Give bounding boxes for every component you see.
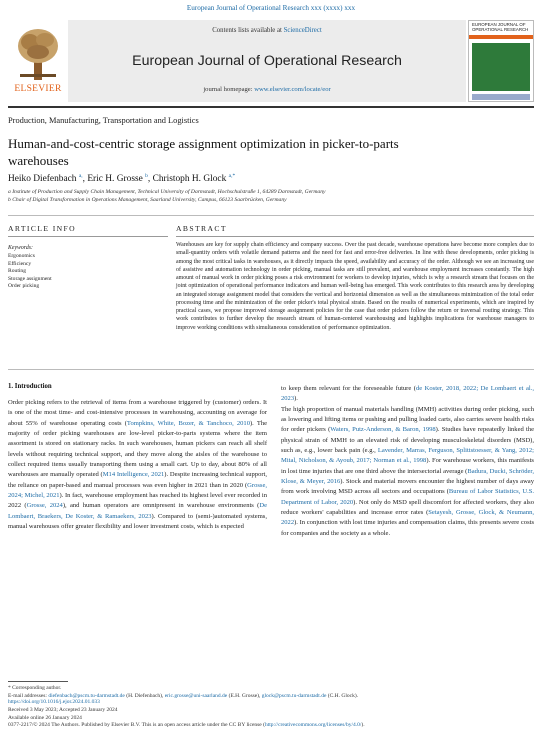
citation-link[interactable]: Waters, Putz-Anderson, & Baron, 1998 [330, 426, 436, 434]
article-meta [8, 699, 365, 730]
received-dates: Received 3 May 2023; Accepted 23 January 2024 [8, 706, 118, 713]
body-text: ). The majority of order picking warehouses are low-level picker-to-parts systems where the item assortment is stored on stationary racks. In such warehouses, human pickers can reach all shelf levels without requiring technical support, and they move along the aisles of the warehouse to collect required items usually transporting them using a small cart. Up to day, about 80% of all warehouses are manually operated ( [8, 419, 268, 479]
author-name[interactable]: Heiko Diefenbach [8, 174, 77, 185]
keyword: Efficiency [8, 260, 32, 267]
citation-link[interactable]: De Lombaert, Braekers, De Koster, & Ramaekers, 2023 [8, 502, 267, 520]
divider [8, 236, 168, 237]
keyword: Storage assignment [8, 275, 52, 282]
citation-link[interactable]: M14 Intelligence, 2021 [102, 471, 165, 479]
author-list: Heiko Diefenbach $^{a,}$, Eric H. Grosse $^b$, Christoph H. Glock $^{a,*}$ [8, 173, 236, 185]
journal-header [8, 20, 534, 102]
citation-link[interactable]: Badura, Ducki, Schröder, Klose, & Meyer, 2016 [281, 467, 534, 486]
article-info-heading: ARTICLE INFO [8, 224, 77, 233]
email-owner: (E.H. Grosse), [227, 693, 262, 699]
keyword: Routing [8, 268, 27, 275]
body-text: Order picking refers to the retrieval of items from a warehouse triggered by (customer) orders. It is one of the most time- and cost-intensive processes in warehousing, accounting on average for about 55% of warehouse operating costs ( [8, 399, 267, 427]
citation-link[interactable]: Tompkins, White, Bozer, & Tanchoco, 2010 [126, 419, 250, 427]
available-online: Available online 26 January 2024 [8, 714, 82, 721]
sciencedirect-link[interactable]: ScienceDirect [283, 27, 322, 34]
cover-title: EUROPEAN JOURNAL OF OPERATIONAL RESEARCH [469, 21, 533, 33]
body-text: ). Despite increasing technical support, the reliance on paper-based and manual processes was even higher in 2021 than in 2020 ( [8, 471, 267, 489]
elsevier-wordmark: ELSEVIER [14, 84, 62, 94]
affiliation: a Institute of Production and Supply Chain Management, Technical University of Darmstadt, Hochschulstraße 1, 64289 Darmstadt, Germany [8, 189, 326, 195]
title-line-2: warehouses [8, 153, 69, 168]
corresponding-author-note: * Corresponding author. [8, 685, 62, 691]
contents-prefix: Contents lists available at [212, 27, 284, 34]
footnote-rule [8, 681, 68, 682]
body-text: ). Not only do MSD spell discomfort for affected workers, they also reduce workers' capabilities and increase error rates ( [281, 498, 534, 517]
journal-title: European Journal of Operational Research [132, 53, 402, 69]
divider [8, 369, 534, 370]
author-name[interactable]: Eric H. Grosse [87, 174, 143, 185]
homepage-link[interactable]: www.elsevier.com/locate/eor [254, 86, 331, 93]
section-label: Production, Manufacturing, Transportation and Logistics [8, 116, 199, 125]
cover-image [472, 43, 530, 91]
body-text: ). Studies have repeatedly linked the physical strain of MMH to an elevated risk of developing musculoskeletal disorders (MSD), such as, e.g., lower back pain (e.g., [281, 426, 534, 455]
introduction-heading: 1. Introduction [8, 383, 52, 390]
journal-cover-thumbnail[interactable] [468, 20, 534, 102]
divider [8, 215, 534, 216]
citation-link[interactable]: Lavender, Marras, Ferguson, Splittstoesser, & Yang, 2012; Mital, Nicholson, & Ayoub, 2017; Norman et al., 1998 [281, 447, 534, 465]
body-text: ). Compared to (semi-)automated systems, manual warehouses offer greater flexibility and lower investment costs, which is expected [8, 512, 267, 531]
citation-link[interactable]: Grosse, 2024 [26, 502, 63, 510]
elsevier-tree-icon [14, 26, 62, 82]
email-prefix: E-mail addresses: [8, 693, 49, 699]
license-text: 0377-2217/© 2024 The Authors. Published by Elsevier B.V. This is an open access article under the CC BY license ( [8, 722, 265, 729]
email-link[interactable]: diefenbach@pscm.tu-darmstadt.de [48, 693, 125, 699]
body-text: ). [294, 395, 298, 403]
keywords-label: Keywords: [8, 245, 33, 251]
email-link[interactable]: eric.grosse@uni-saarland.de [164, 693, 228, 699]
citation-link[interactable]: Grosse, 2024; Michel, 2021 [8, 481, 267, 500]
email-owner: (H. Diefenbach), [124, 693, 165, 699]
article-title [8, 135, 528, 169]
citation-link[interactable]: de Koster, 2018, 2022; De Lombaert et al., 2023 [281, 385, 535, 403]
author-affiliation-mark[interactable]: a,* [228, 173, 236, 179]
body-text: to keep them relevant for the foreseeable future ( [281, 385, 416, 392]
cover-strip [472, 94, 530, 100]
header-rule [8, 106, 534, 108]
author-affiliation-mark[interactable]: a, [78, 173, 83, 179]
doi-link[interactable]: https://doi.org/10.1016/j.ejor.2024.01.033 [8, 699, 100, 705]
citation-link[interactable]: Bureau of Labor Statistics, U.S. Department of Labor, 2020 [281, 488, 534, 506]
cover-bar [469, 35, 533, 39]
body-text: ). In fact, warehouse employment has reached its highest level ever recorded in 2022 ( [8, 492, 268, 510]
contents-line [68, 27, 466, 34]
citation-link[interactable]: Setayesh, Grosse, Glock, & Neumann, 2022 [281, 509, 535, 527]
license-link[interactable]: http://creativecommons.org/licenses/by/4.0/ [264, 722, 362, 729]
license-text: ). [361, 722, 365, 729]
homepage-prefix: journal homepage: [203, 86, 255, 93]
body-text: ). Stock and material movers encounter the highest number of days away from work involving MSD across all sectors and occupations ( [281, 478, 534, 496]
email-link[interactable]: glock@pscm.tu-darmstadt.de [261, 693, 327, 699]
elsevier-logo[interactable] [8, 22, 68, 102]
body-column-right [281, 384, 534, 676]
abstract-heading: ABSTRACT [176, 224, 227, 233]
title-line-1: Human-and-cost-centric storage assignment optimization in picker-to-parts [8, 136, 399, 151]
affiliation: b Chair of Digital Transformation in Operations Management, Saarland University, Campus, 66123 Saarbrücken, Germany [8, 197, 287, 203]
keyword: Ergonomics [8, 253, 35, 259]
body-text: The high proportion of manual materials handling (MMH) activities during order picking, such as lowering and lifting items or pushing and pulling loaded carts, also carries severe health risks for order pickers ( [281, 405, 534, 434]
body-column-left [8, 398, 267, 676]
body-text: ). For warehouse workers, this manifests in lost time injuries that are one third above the intersectorial average ( [281, 457, 534, 475]
author-affiliation-mark[interactable]: b [145, 173, 148, 179]
body-text: ). In conjunction with lost time injuries and compensation claims, this presents severe costs for companies and the society as a whole. [281, 519, 534, 537]
abstract-text: Warehouses are key for supply chain efficiency and company success. Over the past decade, warehouse operations have become more complex due to small-quantity orders with volatile demand patterns and the need for fast and error-free deliveries. In line with these developments, order picking is among the most critical tasks in warehouses, as it directly impacts the speed, availability and accuracy of the order. Although we see an increasing use of assistive and automation technology in order picking, manual tasks are still prevalent, and warehouse employment increases constantly. The high amount of manual work in order picking poses a risk environment for workers to develop injuries, which is why a research stream that focuses on the joint optimization of operational performance indicators and human well-being has emerged. This work contributes to this research area by developing an integrated storage assignment model that considers the vertical and horizontal dimension as well as the simultaneous minimization of the total order processing time and the minimization of the order picker's total physical strain. Based on the results of numerical experiments, which are inspired by practical cases, we propose improved storage assignment policies for the case that order pickers follow the return or traversal routing strategy. This work contributes to further develop the research stream of human-centered warehousing and highlights implications for warehouse managers to improve working conditions with simultaneous consideration of performance optimization. [176, 242, 534, 331]
email-owner: (C.H. Glock). [326, 693, 359, 699]
body-text: ), and human operators are omnipresent in warehouse environments ( [62, 502, 260, 510]
running-head: European Journal of Operational Research xxx (xxxx) xxx [186, 4, 356, 12]
divider [176, 236, 534, 237]
author-name[interactable]: Christoph H. Glock [152, 174, 227, 185]
journal-homepage [68, 86, 466, 93]
keyword: Order picking [8, 283, 40, 290]
